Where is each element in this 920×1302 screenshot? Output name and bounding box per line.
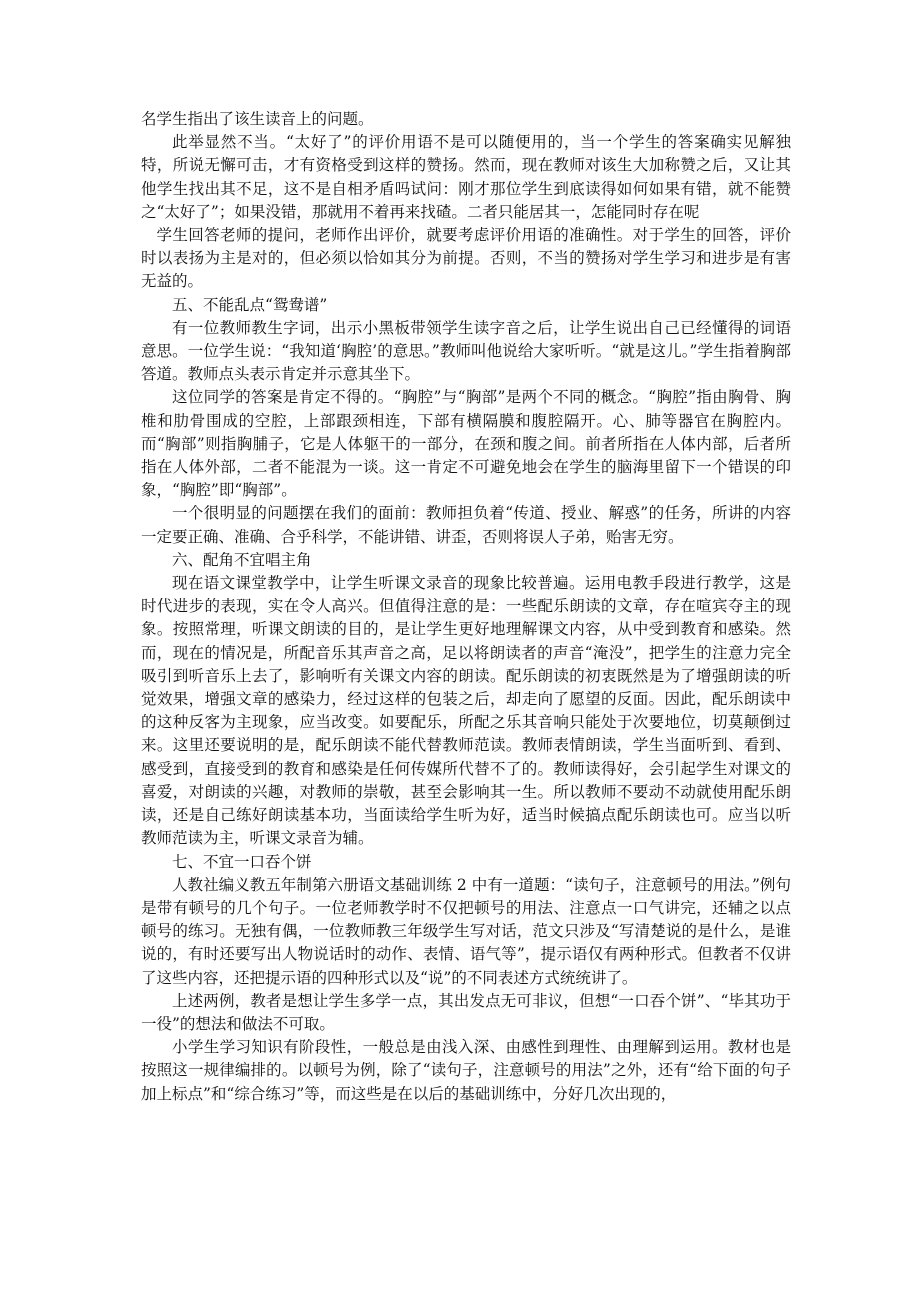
paragraph: 有一位教师教生字词，出示小黑板带领学生读字音之后，让学生说出自己已经懂得的词语意思。一位学生说：“我知道‘胸腔’的意思。”教师叫他说给大家听听。“就是这儿。”学生指着胸部答道。教师点头表示肯定并示意其坐下。 [141,318,791,384]
section-heading-6: 六、配角不宜唱主角 [172,550,312,569]
paragraph: 人教社编义教五年制第六册语文基础训练 2 中有一道题：“读句子，注意顿号的用法。”例句是带有顿号的几个句子。一位老师教学时不仅把顿号的用法、注意点一口气讲完，还辅之以点顿号的练习。无独有偶，一位教师教三年级学生写对话，范文只涉及“写清楚说的是什么，是谁说的，有时还要写出人物说话时的动作、表情、语气等”，提示语仅有两种形式。但教者不仅讲了这些内容，还把提示语的四种形式以及“说”的不同表述方式统统讲了。 [141,875,791,987]
section-heading-7: 七、不宜一口吞个饼 [172,852,312,871]
section-heading-5: 五、不能乱点“鸳鸯谱” [172,295,328,314]
paragraph: 一个很明显的问题摆在我们的面前：教师担负着“传道、授业、解惑”的任务，所讲的内容一定要正确、准确、合乎科学，不能讲错、讲歪，否则将误人子弟，贻害无穷。 [141,504,791,546]
paragraph: 上述两例，教者是想让学生多学一点，其出发点无可非议，但想“一口吞个饼”、“毕其功于一役”的想法和做法不可取。 [141,991,791,1033]
paragraph: 现在语文课堂教学中，让学生听课文录音的现象比较普遍。运用电教手段进行教学，这是时代进步的表现，实在令人高兴。但值得注意的是：一些配乐朗读的文章，存在喧宾夺主的现象。按照常理，听课文朗读的目的，是让学生更好地理解课文内容，从中受到教育和感染。然而，现在的情况是，所配音乐其声音之高，足以将朗读者的声音“淹没”，把学生的注意力完全吸引到听音乐上去了，影响听有关课文内容的朗读。配乐朗读的初衷既然是为了增强朗读的听觉效果，增强文章的感染力，经过这样的包装之后，却走向了愿望的反面。因此，配乐朗读中的这种反客为主现象，应当改变。如要配乐，所配之乐其音响只能处于次要地位，切莫颠倒过来。这里还要说明的是，配乐朗读不能代替教师范读。教师表情朗读，学生当面听到、看到、感受到，直接受到的教育和感染是任何传媒所代替不了的。教师读得好，会引起学生对课文的喜爱，对朗读的兴趣，对教师的崇敬，甚至会影响其一生。所以教师不要动不动就使用配乐朗读，还是自己练好朗读基本功，当面读给学生听为好，适当时候搞点配乐朗读也可。应当以听教师范读为主，听课文录音为辅。 [141,574,791,848]
paragraph: 小学生学习知识有阶段性，一般总是由浅入深、由感性到理性、由理解到运用。教材也是按照这一规律编排的。以顿号为例，除了“读句子，注意顿号的用法”之外，还有“给下面的句子加上标点”和“综合练习”等，而这些是在以后的基础训练中，分好几次出现的， [141,1038,791,1103]
document-body [141,108,791,1106]
paragraph: 此举显然不当。“太好了”的评价用语不是可以随便用的，当一个学生的答案确实见解独特，所说无懈可击，才有资格受到这样的赞扬。然而，现在教师对该生大加称赞之后，又让其他学生找出其不足，这不是自相矛盾吗试问：刚才那位学生到底读得如何如果有错，就不能赞之“太好了”；如果没错，那就用不着再来找碴。二者只能居其一，怎能同时存在呢 [141,133,791,221]
paragraph: 学生回答老师的提问，老师作出评价，就要考虑评价用语的准确性。对于学生的回答，评价时以表扬为主是对的，但必须以恰如其分为前提。否则，不当的赞扬对学生学习和进步是有害无益的。 [141,226,791,291]
paragraph: 这位同学的答案是肯定不得的。“胸腔”与“胸部”是两个不同的概念。“胸腔”指由胸骨、胸椎和肋骨围成的空腔，上部跟颈相连，下部有横隔膜和腹腔隔开。心、肺等器官在胸腔内。而“胸部”则指胸脯子，它是人体躯干的一部分，在颈和腹之间。前者所指在人体内部，后者所指在人体外部，二者不能混为一谈。这一肯定不可避免地会在学生的脑海里留下一个错误的印象，“胸腔”即“胸部”。 [141,388,791,500]
paragraph-continued: 名学生指出了该生读音上的问题。 [141,110,374,128]
